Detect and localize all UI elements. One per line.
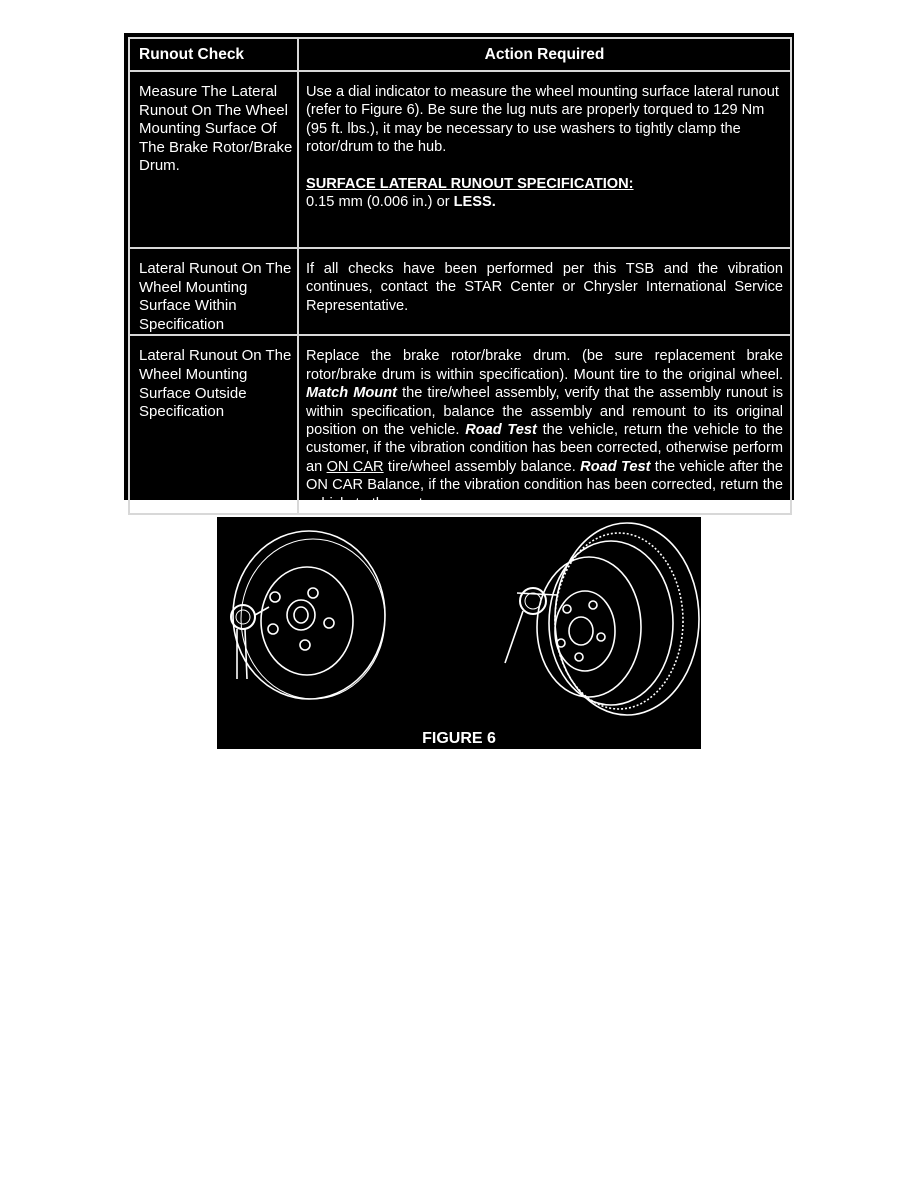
runout-check-table (128, 37, 792, 515)
figure-6-illustration (217, 517, 701, 749)
spec-value: 0.15 mm (0.006 in.) or LESS. (306, 194, 496, 211)
table-header-row (129, 38, 791, 71)
table-row (129, 71, 791, 248)
figure-6 (217, 517, 701, 749)
road-test-emphasis-2: Road Test (580, 458, 651, 475)
action-cell: If all checks have been performed per this TSB and the vibration continues, contact the STAR Center or Chrysler International Service Representative. (298, 248, 791, 335)
brake-rotor-illustration (231, 531, 385, 699)
match-mount-emphasis: Match Mount (306, 385, 397, 402)
table-row (129, 248, 791, 335)
action-cell: Replace the brake rotor/brake drum. (be sure replacement brake rotor/brake drum is within specification). Mount tire to the original wheel. Match Mount the tire/wheel assembly, verify that the assembly runout is within specification, balance the assembly and remount to its original position on the vehicle. Road Test the vehicle, return the vehicle to the customer, if the vibration condition has been corrected, otherwise perform an ON CAR tire/wheel assembly balance. Road Test the vehicle after the ON CAR Balance, if the vibration condition has been corrected, return the vehicle to the customer. (298, 335, 791, 514)
header-action-required: Action Required (298, 38, 791, 71)
figure-caption: FIGURE 6 (422, 730, 496, 747)
check-cell: Measure The Lateral Runout On The Wheel Mounting Surface Of The Brake Rotor/Brake Drum. (129, 71, 298, 248)
brake-drum-tire-illustration (505, 523, 699, 715)
check-cell: Lateral Runout On The Wheel Mounting Surface Within Specification (129, 248, 298, 335)
check-cell: Lateral Runout On The Wheel Mounting Surface Outside Specification (129, 335, 298, 514)
on-car-underline: ON CAR (326, 458, 384, 475)
table-row (129, 335, 791, 514)
runout-table-frame (124, 33, 794, 512)
road-test-emphasis: Road Test (465, 422, 537, 438)
action-cell (298, 71, 791, 248)
spec-heading: SURFACE LATERAL RUNOUT SPECIFICATION: (306, 175, 634, 192)
spec-value-less: LESS. (453, 194, 496, 211)
header-runout-check: Runout Check (129, 38, 298, 71)
action-text: Use a dial indicator to measure the wheel mounting surface lateral runout (refer to Figure 6). Be sure the lug nuts are properly torqued to 129 Nm (95 ft. lbs.), it may be necessary to use washers to tightly clamp the rotor/drum to the hub. (306, 84, 779, 156)
